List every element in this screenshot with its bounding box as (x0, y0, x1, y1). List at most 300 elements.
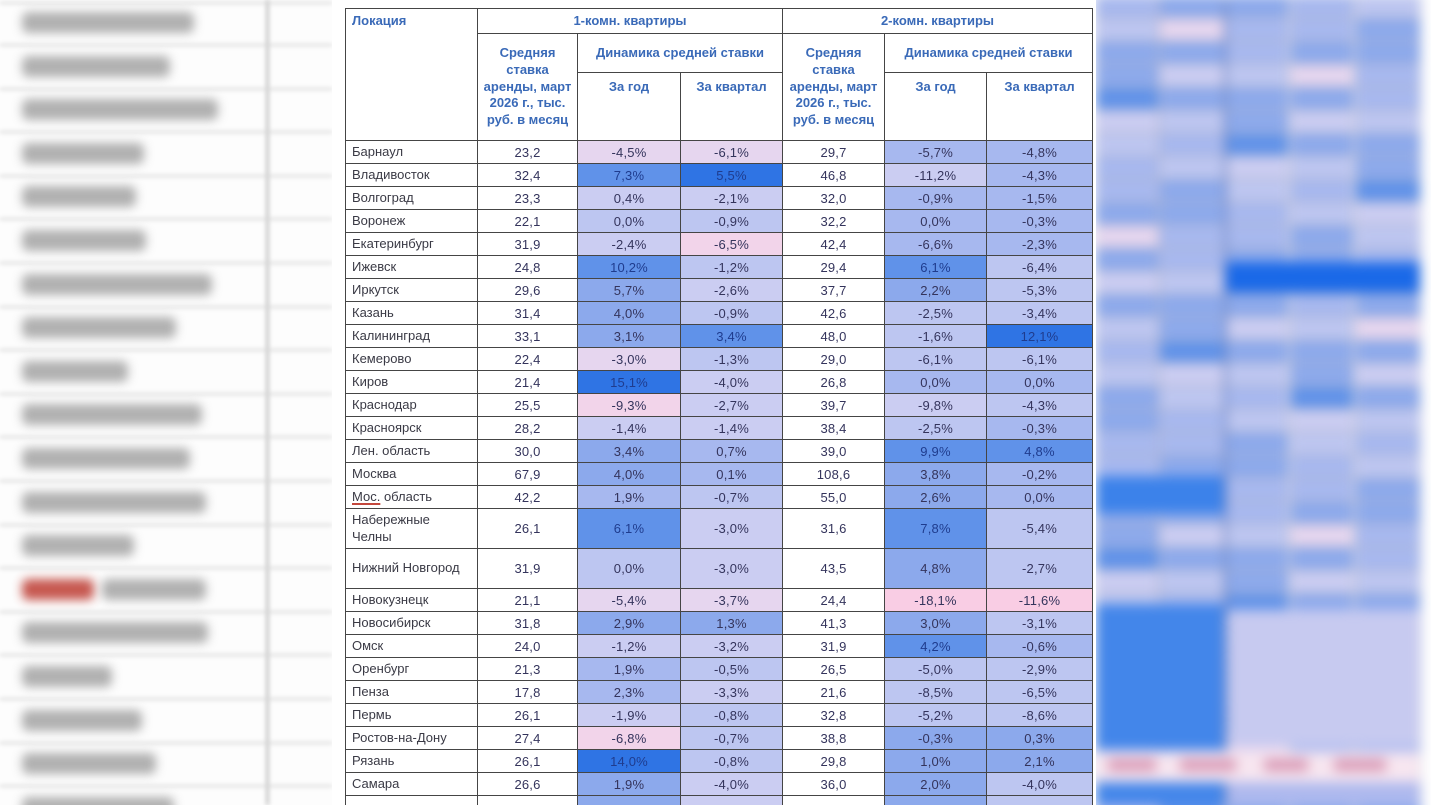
row-line (0, 480, 332, 482)
value-cell: 31,6 (783, 509, 885, 549)
blurred-text-line (22, 753, 156, 774)
spellcheck-underline-text: Мос. (352, 488, 381, 504)
blurred-region (1226, 262, 1420, 293)
blurred-region (1180, 759, 1236, 771)
value-cell: 41,3 (783, 612, 885, 635)
value-cell: -3,1% (987, 612, 1093, 635)
blurred-cell (1356, 548, 1420, 569)
blurred-cell (1160, 410, 1224, 431)
blurred-text-line (22, 710, 142, 731)
value-cell: 31,8 (478, 612, 578, 635)
value-cell: 21,4 (478, 371, 578, 394)
blurred-cell (1356, 295, 1420, 316)
value-cell: 42,2 (478, 486, 578, 509)
table-row (346, 164, 1093, 187)
table-row (346, 658, 1093, 681)
table-row (346, 210, 1093, 233)
header-group-1room: 1-комн. квартиры (478, 9, 783, 34)
blurred-cell (1356, 65, 1420, 86)
blurred-cell (1356, 502, 1420, 523)
blurred-cell (1291, 571, 1353, 592)
value-cell: 43,5 (783, 549, 885, 589)
row-line (0, 698, 332, 700)
value-cell: 39,0 (783, 440, 885, 463)
value-cell: 17,8 (478, 681, 578, 704)
row-line (0, 306, 332, 308)
value-cell: 7,3% (578, 164, 681, 187)
left-blurred-panel (0, 0, 332, 805)
value-cell: 48,0 (783, 325, 885, 348)
blurred-cell (1096, 0, 1158, 17)
value-cell: 1,3% (681, 612, 783, 635)
blurred-cell (1227, 410, 1288, 431)
value-cell: 12,1% (987, 325, 1093, 348)
value-cell: 23,3 (478, 187, 578, 210)
blurred-cell (1356, 525, 1420, 546)
location-cell: Пенза (346, 681, 478, 704)
blurred-cell (1291, 502, 1353, 523)
blurred-cell (1096, 65, 1158, 86)
blurred-cell (1096, 203, 1158, 224)
header-dynamics-2room: Динамика средней ставки (885, 34, 1093, 73)
value-cell: 38,4 (783, 417, 885, 440)
value-cell: 3,8% (885, 463, 987, 486)
value-cell (478, 796, 578, 805)
blurred-cell (1160, 0, 1224, 17)
table-row (346, 681, 1093, 704)
row-line (0, 349, 332, 351)
value-cell: -0,9% (681, 302, 783, 325)
row-line (0, 2, 332, 4)
table-row (346, 549, 1093, 589)
value-cell: -2,5% (885, 302, 987, 325)
value-cell: 1,9% (578, 486, 681, 509)
blurred-text-line (22, 404, 202, 425)
value-cell (578, 796, 681, 805)
table-row (346, 325, 1093, 348)
table-row (346, 394, 1093, 417)
value-cell (885, 796, 987, 805)
value-cell: 67,9 (478, 463, 578, 486)
table-row (346, 509, 1093, 549)
value-cell: -2,3% (987, 233, 1093, 256)
blurred-cell (1160, 318, 1224, 339)
blurred-cell (1291, 111, 1353, 132)
blurred-text-line (22, 12, 194, 33)
header-avg-rate-1room: Средняя ставка аренды, март 2026 г., тыс. руб. в месяц (478, 34, 578, 141)
value-cell: -1,9% (578, 704, 681, 727)
blurred-cell (1356, 410, 1420, 431)
location-cell: Иркутск (346, 279, 478, 302)
blurred-cell (1227, 19, 1288, 40)
location-cell: Краснодар (346, 394, 478, 417)
value-cell: -4,8% (987, 141, 1093, 164)
value-cell: 0,4% (578, 187, 681, 210)
row-line (0, 654, 332, 656)
blurred-cell (1227, 180, 1288, 201)
value-cell: 21,6 (783, 681, 885, 704)
value-cell: 3,4% (578, 440, 681, 463)
blurred-cell (1291, 387, 1353, 408)
blurred-cell (1160, 88, 1224, 109)
table-row (346, 773, 1093, 796)
blurred-cell (1227, 226, 1288, 247)
value-cell: 1,9% (578, 773, 681, 796)
blurred-cell (1356, 42, 1420, 63)
blurred-cell (1160, 295, 1224, 316)
blurred-cell (1356, 111, 1420, 132)
value-cell: 4,8% (987, 440, 1093, 463)
value-cell: 36,0 (783, 773, 885, 796)
value-cell: 28,2 (478, 417, 578, 440)
value-cell: 31,9 (478, 549, 578, 589)
value-cell: -0,8% (681, 704, 783, 727)
blurred-cell (1291, 19, 1353, 40)
blurred-cell (1356, 341, 1420, 362)
blurred-cell (1356, 180, 1420, 201)
blurred-cell (1291, 0, 1353, 17)
table-row (346, 371, 1093, 394)
value-cell: 2,3% (578, 681, 681, 704)
blurred-text-line-red (22, 579, 94, 600)
table-row (346, 187, 1093, 210)
table-header (346, 9, 1093, 141)
blurred-cell (1227, 341, 1288, 362)
value-cell: 24,0 (478, 635, 578, 658)
blurred-cell (1160, 364, 1224, 385)
right-blurred-panel (1096, 0, 1431, 805)
blurred-cell (1227, 364, 1288, 385)
value-cell: -1,4% (578, 417, 681, 440)
row-line (0, 44, 332, 46)
blurred-cell (1227, 433, 1288, 454)
blurred-cell (1160, 456, 1224, 477)
value-cell: 4,8% (885, 549, 987, 589)
value-cell: -2,7% (987, 549, 1093, 589)
blurred-cell (1096, 456, 1158, 477)
blurred-cell (1227, 65, 1288, 86)
table-row (346, 612, 1093, 635)
value-cell: 42,4 (783, 233, 885, 256)
value-cell: 6,1% (885, 256, 987, 279)
blurred-cell (1160, 548, 1224, 569)
location-cell: Набережные Челны (346, 509, 478, 549)
blurred-cell (1096, 272, 1158, 293)
blurred-region (1228, 610, 1420, 746)
value-cell: -6,1% (987, 348, 1093, 371)
value-cell: 9,9% (885, 440, 987, 463)
blurred-cell (1291, 364, 1353, 385)
right-blur-layer (1096, 0, 1422, 805)
value-cell: -8,5% (885, 681, 987, 704)
value-cell: -0,5% (681, 658, 783, 681)
value-cell: 21,3 (478, 658, 578, 681)
blurred-cell (1356, 203, 1420, 224)
value-cell: 2,2% (885, 279, 987, 302)
table-row (346, 348, 1093, 371)
blurred-cell (1096, 19, 1158, 40)
value-cell: 0,1% (681, 463, 783, 486)
location-cell: Нижний Новгород (346, 549, 478, 589)
table-row (346, 589, 1093, 612)
blurred-text-line (22, 99, 218, 120)
location-cell: Владивосток (346, 164, 478, 187)
value-cell: 26,8 (783, 371, 885, 394)
row-line (0, 524, 332, 526)
blurred-cell (1227, 88, 1288, 109)
value-cell: -5,2% (885, 704, 987, 727)
blurred-cell (1160, 525, 1224, 546)
location-cell: Калининград (346, 325, 478, 348)
blurred-region (1096, 476, 1224, 513)
blurred-cell (1291, 180, 1353, 201)
blurred-cell (1291, 226, 1353, 247)
blurred-text-line (22, 666, 112, 687)
blurred-cell (1160, 341, 1224, 362)
blurred-text-line (22, 56, 170, 77)
value-cell: -2,7% (681, 394, 783, 417)
value-cell: -1,6% (885, 325, 987, 348)
value-cell: -1,2% (578, 635, 681, 658)
row-line (0, 175, 332, 177)
blurred-text-line (22, 230, 146, 251)
value-cell: 26,1 (478, 750, 578, 773)
blurred-cell (1291, 203, 1353, 224)
value-cell: -3,7% (681, 589, 783, 612)
blurred-text-line (22, 535, 134, 556)
value-cell: -3,0% (681, 549, 783, 589)
blurred-cell (1160, 65, 1224, 86)
value-cell: 4,0% (578, 463, 681, 486)
location-cell: Красноярск (346, 417, 478, 440)
row-line (0, 393, 332, 395)
value-cell: -6,4% (987, 256, 1093, 279)
value-cell: -2,1% (681, 187, 783, 210)
blurred-text-line (102, 579, 206, 600)
location-cell: Новосибирск (346, 612, 478, 635)
value-cell (783, 796, 885, 805)
blurred-cell (1356, 387, 1420, 408)
value-cell: 31,4 (478, 302, 578, 325)
blurred-cell (1096, 249, 1158, 270)
value-cell: -0,2% (987, 463, 1093, 486)
blurred-cell (1291, 456, 1353, 477)
table-row (346, 440, 1093, 463)
value-cell: 0,0% (987, 371, 1093, 394)
blurred-region (1108, 759, 1156, 771)
blurred-cell (1227, 456, 1288, 477)
blurred-cell (1096, 134, 1158, 155)
blurred-cell (1356, 226, 1420, 247)
blurred-cell (1356, 88, 1420, 109)
value-cell: 38,8 (783, 727, 885, 750)
value-cell: 55,0 (783, 486, 885, 509)
blurred-cell (1160, 249, 1224, 270)
value-cell: -0,9% (885, 187, 987, 210)
value-cell: -1,3% (681, 348, 783, 371)
table-row-partial (346, 796, 1093, 805)
blurred-cell (1096, 548, 1158, 569)
value-cell: -6,5% (987, 681, 1093, 704)
blurred-cell (1227, 0, 1288, 17)
blurred-cell (1160, 157, 1224, 178)
blurred-cell (1160, 203, 1224, 224)
value-cell: 31,9 (783, 635, 885, 658)
value-cell: 26,6 (478, 773, 578, 796)
value-cell: 37,7 (783, 279, 885, 302)
location-cell: Воронеж (346, 210, 478, 233)
value-cell: -2,5% (885, 417, 987, 440)
blurred-cell (1227, 525, 1288, 546)
location-cell (346, 796, 478, 805)
value-cell: -1,4% (681, 417, 783, 440)
value-cell: -4,0% (681, 371, 783, 394)
value-cell: 3,1% (578, 325, 681, 348)
blurred-cell (1096, 410, 1158, 431)
value-cell: -6,1% (885, 348, 987, 371)
value-cell: 0,0% (885, 371, 987, 394)
blurred-cell (1356, 19, 1420, 40)
value-cell: 30,0 (478, 440, 578, 463)
value-cell: -6,8% (578, 727, 681, 750)
row-line (0, 436, 332, 438)
blurred-text-line (22, 622, 208, 643)
blurred-cell (1291, 410, 1353, 431)
row-line (0, 567, 332, 569)
header-per-quarter-2room: За квартал (987, 73, 1093, 141)
value-cell: 10,2% (578, 256, 681, 279)
value-cell: 1,9% (578, 658, 681, 681)
row-line (0, 218, 332, 220)
value-cell: 24,4 (783, 589, 885, 612)
value-cell: 0,7% (681, 440, 783, 463)
row-line (0, 131, 332, 133)
location-cell: Ростов-на-Дону (346, 727, 478, 750)
blurred-cell (1096, 157, 1158, 178)
header-group-2room: 2-комн. квартиры (783, 9, 1093, 34)
blurred-cell (1160, 180, 1224, 201)
location-cell: Москва (346, 463, 478, 486)
row-line (0, 742, 332, 744)
row-line (0, 611, 332, 613)
blurred-cell (1160, 19, 1224, 40)
value-cell: 5,5% (681, 164, 783, 187)
table-row (346, 141, 1093, 164)
blurred-cell (1356, 364, 1420, 385)
value-cell: 29,4 (783, 256, 885, 279)
blurred-cell (1160, 387, 1224, 408)
blurred-cell (1096, 180, 1158, 201)
blurred-text-line (22, 274, 212, 295)
location-cell: Ижевск (346, 256, 478, 279)
blurred-cell (1160, 111, 1224, 132)
value-cell: 0,0% (885, 210, 987, 233)
value-cell: 1,0% (885, 750, 987, 773)
value-cell: 4,0% (578, 302, 681, 325)
value-cell: -5,4% (987, 509, 1093, 549)
blurred-text-line (22, 361, 128, 382)
blurred-cell (1291, 157, 1353, 178)
header-per-year-2room: За год (885, 73, 987, 141)
blurred-region (1334, 759, 1386, 771)
value-cell: 108,6 (783, 463, 885, 486)
value-cell: 2,1% (987, 750, 1093, 773)
table-row (346, 256, 1093, 279)
location-cell: Пермь (346, 704, 478, 727)
value-cell: 7,8% (885, 509, 987, 549)
value-cell: 2,9% (578, 612, 681, 635)
blurred-region (1224, 0, 1227, 805)
row-line (0, 88, 332, 90)
blurred-cell (1227, 571, 1288, 592)
value-cell: -9,3% (578, 394, 681, 417)
blurred-text-line (22, 186, 136, 207)
value-cell: -0,9% (681, 210, 783, 233)
blurred-cell (1356, 134, 1420, 155)
blurred-cell (1160, 433, 1224, 454)
value-cell: -11,2% (885, 164, 987, 187)
value-cell: 4,2% (885, 635, 987, 658)
value-cell: 26,1 (478, 704, 578, 727)
value-cell: 6,1% (578, 509, 681, 549)
header-location: Локация (346, 9, 478, 141)
blurred-cell (1356, 479, 1420, 500)
blurred-cell (1291, 318, 1353, 339)
value-cell: 42,6 (783, 302, 885, 325)
table-row (346, 233, 1093, 256)
table-row (346, 486, 1093, 509)
value-cell: -2,4% (578, 233, 681, 256)
value-cell: -3,3% (681, 681, 783, 704)
value-cell: -11,6% (987, 589, 1093, 612)
value-cell: -3,2% (681, 635, 783, 658)
blurred-cell (1356, 318, 1420, 339)
blurred-cell (1096, 42, 1158, 63)
value-cell: -5,7% (885, 141, 987, 164)
value-cell: -4,0% (987, 773, 1093, 796)
value-cell: -9,8% (885, 394, 987, 417)
value-cell: 29,0 (783, 348, 885, 371)
blurred-region (1264, 759, 1308, 771)
value-cell: 5,7% (578, 279, 681, 302)
value-cell: 24,8 (478, 256, 578, 279)
blurred-cell (1096, 341, 1158, 362)
value-cell: -2,9% (987, 658, 1093, 681)
value-cell: -18,1% (885, 589, 987, 612)
header-dynamics-1room: Динамика средней ставки (578, 34, 783, 73)
location-cell: Волгоград (346, 187, 478, 210)
blurred-cell (1227, 387, 1288, 408)
blurred-cell (1291, 548, 1353, 569)
value-cell: 29,8 (783, 750, 885, 773)
location-cell: Екатеринбург (346, 233, 478, 256)
value-cell: 32,0 (783, 187, 885, 210)
blurred-cell (1291, 88, 1353, 109)
value-cell: -1,2% (681, 256, 783, 279)
value-cell: 27,4 (478, 727, 578, 750)
location-cell: Новокузнецк (346, 589, 478, 612)
value-cell: -4,3% (987, 394, 1093, 417)
value-cell: 0,3% (987, 727, 1093, 750)
header-per-quarter-1room: За квартал (681, 73, 783, 141)
blurred-cell (1096, 295, 1158, 316)
value-cell: 39,7 (783, 394, 885, 417)
blurred-cell (1291, 525, 1353, 546)
blurred-cell (1227, 157, 1288, 178)
value-cell: -4,0% (681, 773, 783, 796)
value-cell: 2,0% (885, 773, 987, 796)
blurred-cell (1096, 525, 1158, 546)
